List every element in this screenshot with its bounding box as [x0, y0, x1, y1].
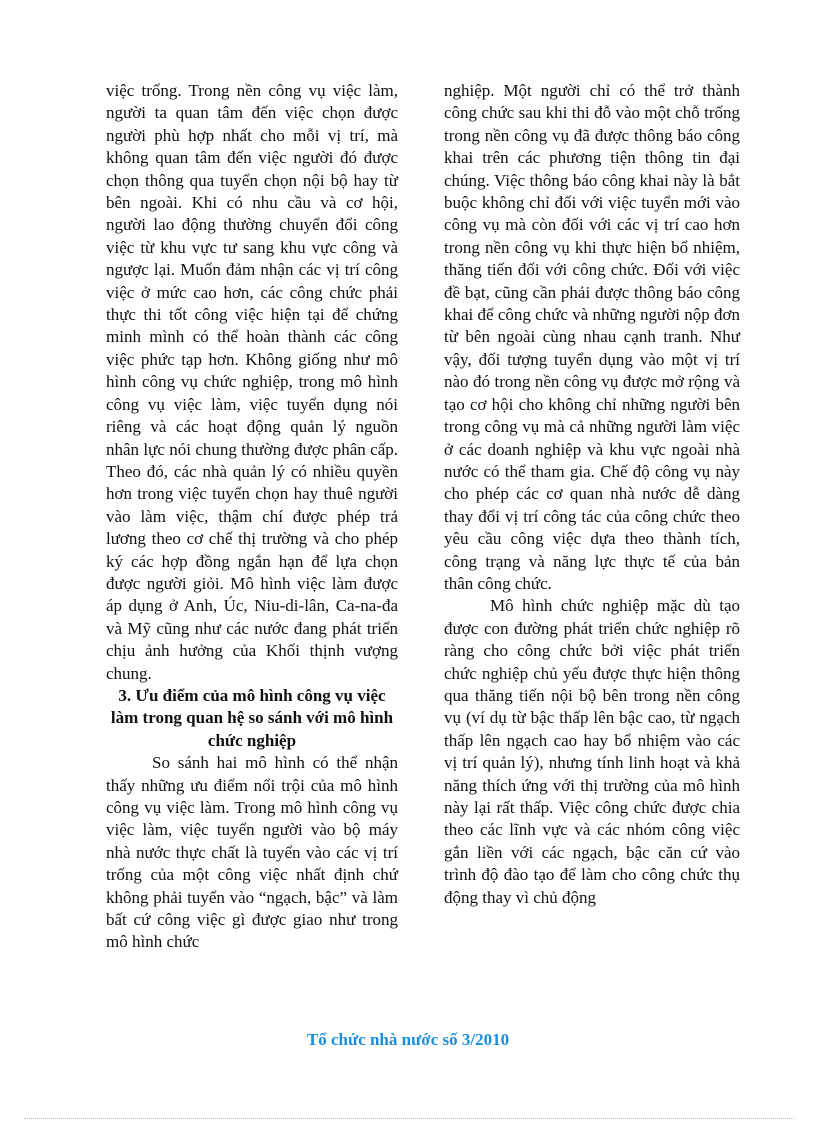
right-paragraph-1: nghiệp. Một người chỉ có thể trở thành công chức sau khi thi đỗ vào một chỗ trống trong nền công vụ đã được thông báo công khai trên các phương tiện thông tin đại chúng. Việc thông báo công khai này là bắt buộc không chỉ đối với việc tuyển mới vào công vụ mà còn đối với các vị trí cao hơn trong nền công vụ khi thực hiện bổ nhiệm, thăng tiến đối với công chức. Đối với việc đề bạt, cũng cần phải được thông báo công khai để công chức và những người nộp đơn từ bên ngoài cùng nhau cạnh tranh. Như vậy, đối tượng tuyển dụng vào một vị trí nào đó trong nền công vụ được mở rộng và tạo cơ hội cho không chỉ những người bên trong công vụ mà cả những người làm việc ở các doanh nghiệp và khu vực ngoài nhà nước có thể tham gia. Chế độ công vụ này cho phép các cơ quan nhà nước dễ dàng thay đổi vị trí công tác của công chức theo yêu cầu công việc dựa theo thành tích, công trạng và năng lực thực tế của bản thân công chức.: [444, 81, 740, 593]
section-heading: 3. Ưu điểm của mô hình công vụ việc làm trong quan hệ so sánh với mô hình chức nghiệp: [110, 685, 394, 750]
journal-footer: Tổ chức nhà nước số 3/2010: [306, 1030, 510, 1049]
left-column: [106, 80, 398, 954]
left-paragraph-2: So sánh hai mô hình có thể nhận thấy những ưu điểm nổi trội của mô hình công vụ việc làm. Trong mô hình công vụ việc làm, việc tuyển người vào bộ máy nhà nước thực chất là tuyển vào các vị trí trống của một công việc nhất định chứ không phải tuyển vào “ngạch, bậc” và làm bất cứ công việc gì được giao như trong mô hình chức: [106, 753, 398, 952]
left-paragraph-1: việc trống. Trong nền công vụ việc làm, người ta quan tâm đến việc chọn được người phù hợp nhất cho mỗi vị trí, mà không quan tâm đến việc người đó được chọn thông qua tuyển chọn nội bộ hay từ bên ngoài. Khi có nhu cầu và cơ hội, người lao động thường chuyển đổi công việc từ khu vực tư sang khu vực công và ngược lại. Muốn đảm nhận các vị trí công việc ở mức cao hơn, các công chức phải thực thi tốt công việc hiện tại để chứng minh mình có thể hoàn thành các công việc phức tạp hơn. Không giống như mô hình công vụ chức nghiệp, trong mô hình công vụ việc làm, việc tuyển dụng nói riêng và các hoạt động quản lý nguồn nhân lực nói chung thường được phân cấp. Theo đó, các nhà quản lý có nhiều quyền hơn trong việc tuyển chọn hay thuê người vào làm việc, thậm chí được phép trả lương theo cơ chế thị trường và cho phép ký các hợp đồng ngắn hạn để lựa chọn được người giỏi. Mô hình việc làm được áp dụng ở Anh, Úc, Niu-di-lân, Ca-na-đa và Mỹ cũng như các nước đang phát triển chịu ảnh hưởng của Khối thịnh vượng chung.: [106, 81, 398, 683]
right-column: [444, 80, 740, 909]
page-bottom-divider: [24, 1118, 794, 1119]
right-paragraph-2: Mô hình chức nghiệp mặc dù tạo được con đường phát triển chức nghiệp rõ ràng cho công chức bởi việc phát triển chức nghiệp chủ yếu được thực hiện thông qua thăng tiến nội bộ bên trong nền công vụ (ví dụ từ bậc thấp lên bậc cao, từ ngạch thấp lên ngạch cao hay bổ nhiệm vào các vị trí quản lý), nhưng tính linh hoạt và khả năng thích ứng với thị trường của mô hình này lại rất thấp. Việc công chức được chia theo các lĩnh vực và các nhóm công việc gắn liền với các ngạch, bậc căn cứ vào trình độ đào tạo để làm cho công chức thụ động thay vì chủ động: [444, 596, 740, 907]
